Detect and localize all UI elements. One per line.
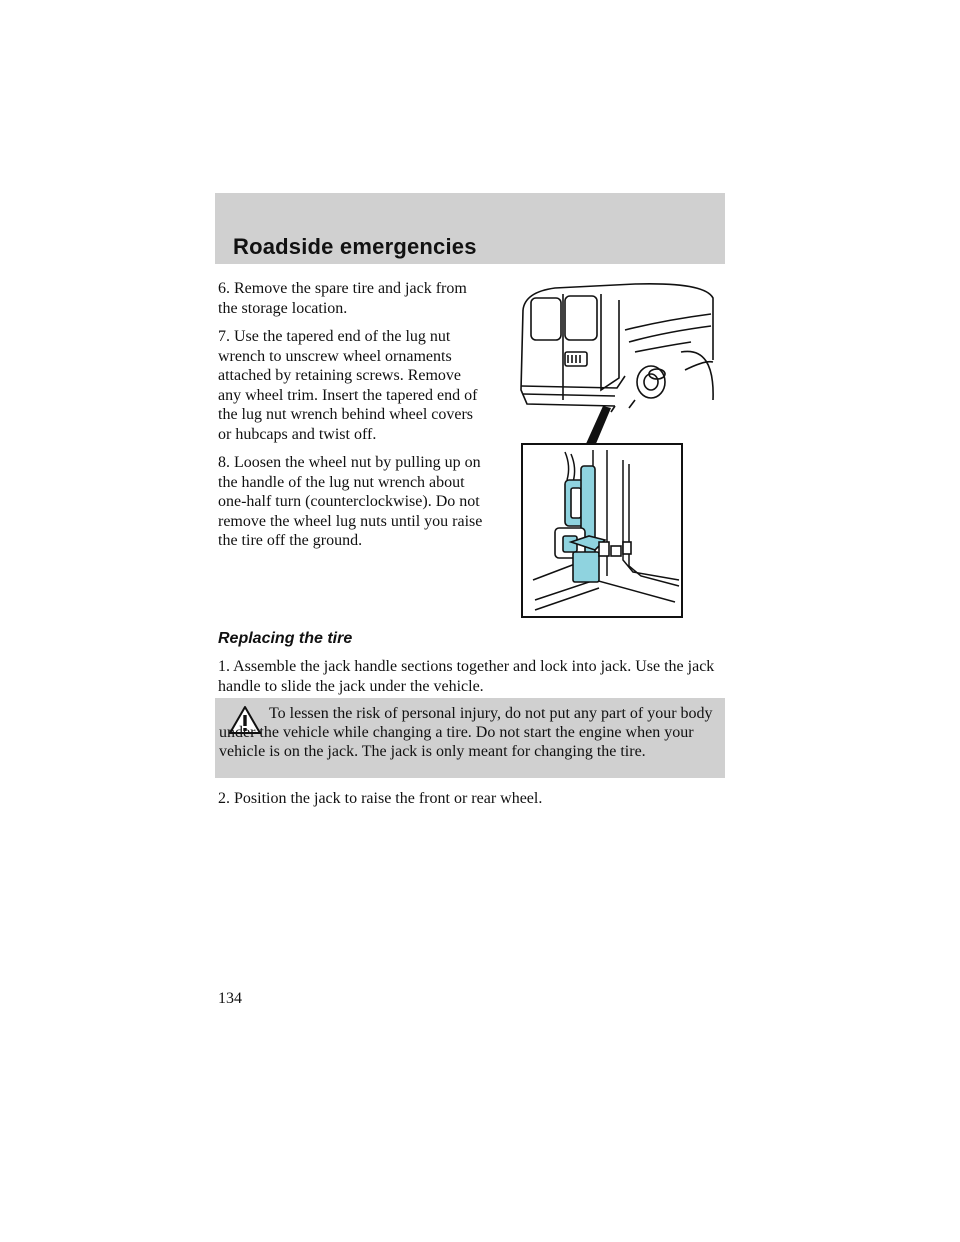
section-title: Roadside emergencies bbox=[233, 234, 477, 259]
callout-pointer bbox=[585, 406, 611, 446]
warning-box bbox=[215, 698, 725, 778]
van-jack-illustration bbox=[515, 280, 715, 620]
replacing-step-2: 2. Position the jack to raise the front or rear wheel. bbox=[218, 790, 543, 807]
warning-text: To lessen the risk of personal injury, do not put any part of your body under the vehicle while changing a tire. Do not start the engine when your vehicle is on the jack. The jack is only meant for changing the tire. bbox=[219, 705, 713, 760]
step-8: 8. Loosen the wheel nut by pulling up on the handle of the lug nut wrench about one-half turn (counterclockwise). Do not remove the wheel lug nuts until you raise the tire off the ground. bbox=[218, 454, 483, 549]
step-6: 6. Remove the spare tire and jack from the storage location. bbox=[218, 280, 467, 317]
section-heading: Replacing the tire bbox=[218, 630, 353, 647]
step-7: 7. Use the tapered end of the lug nut wrench to unscrew wheel ornaments attached by retaining screws. Remove any wheel trim. Insert the tapered end of the lug nut wrench behind wheel covers or hubcaps and twist off. bbox=[218, 328, 478, 443]
replacing-step-1: 1. Assemble the jack handle sections together and lock into jack. Use the jack handle to slide the jack under the vehicle. bbox=[218, 658, 715, 695]
section-header bbox=[215, 193, 725, 264]
van-rear-drawing bbox=[521, 284, 713, 412]
instruction-steps bbox=[218, 279, 483, 560]
detail-inset-frame bbox=[522, 444, 682, 617]
page-number: 134 bbox=[218, 990, 242, 1007]
